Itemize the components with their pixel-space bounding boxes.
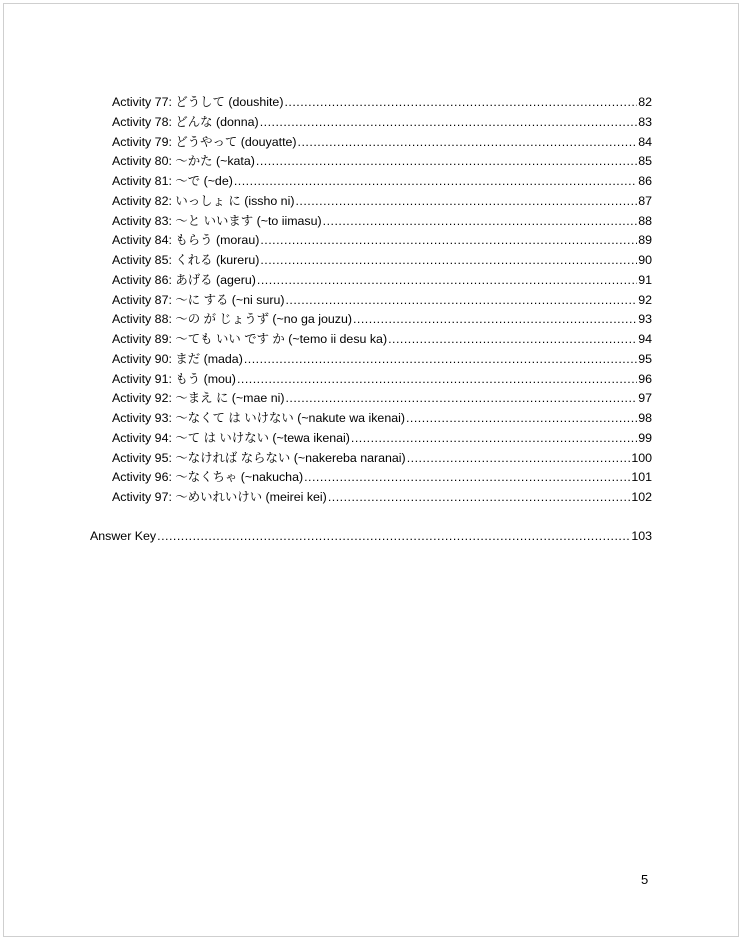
toc-entry-title: Activity 86: あげる (ageru) [112, 272, 256, 287]
dot-leader [353, 311, 637, 327]
toc-entry [112, 410, 652, 426]
toc-entry-title: Activity 97: ～めいれいけい (meirei kei) [112, 490, 327, 504]
toc-entry [112, 371, 652, 387]
dot-leader [351, 430, 637, 446]
dot-leader [244, 351, 637, 367]
toc-entry-answer-key [90, 528, 652, 544]
toc-entry-page: 94 [638, 332, 652, 346]
dot-leader [260, 114, 638, 130]
toc-entry [112, 232, 652, 248]
toc-entry [112, 390, 652, 406]
dot-leader [260, 232, 637, 248]
dot-leader [234, 173, 637, 189]
toc-entry-page: 95 [638, 351, 652, 366]
toc-entry-title: Activity 89: ～ても いい です か (~temo ii desu ka) [112, 332, 388, 346]
toc-entry-title: Activity 91: もう (mou) [112, 371, 236, 386]
dot-leader [298, 134, 638, 150]
toc-entry [112, 193, 652, 209]
toc-entry-title: Activity 90: まだ (mada) [112, 351, 243, 366]
toc-entry-title: Activity 79: どうやって (douyatte) [112, 134, 297, 149]
toc-entry [112, 450, 652, 466]
toc-entry [112, 311, 652, 327]
dot-leader [257, 272, 637, 288]
toc-entry-title: Activity 77: どうして (doushite) [112, 95, 284, 109]
dot-leader [157, 528, 630, 544]
dot-leader [328, 489, 631, 505]
dot-leader [295, 193, 637, 209]
toc-entry [112, 292, 652, 308]
toc-entry [112, 94, 652, 110]
toc-entry-title: Activity 84: もらう (morau) [112, 233, 260, 248]
toc-entry [112, 173, 652, 189]
toc-entry-title: Activity 82: いっしょ に (issho ni) [112, 193, 295, 208]
toc-entry-page: 91 [638, 272, 652, 287]
toc-entry-page: 93 [638, 312, 652, 327]
toc-entry [112, 489, 652, 505]
toc-entry-page: 101 [631, 470, 652, 485]
toc-entry-page: 90 [638, 253, 652, 267]
toc-entry-title: Activity 96: ～なくちゃ (~nakucha) [112, 470, 304, 485]
toc-entry-title: Activity 83: ～と いいます (~to iimasu) [112, 213, 322, 228]
dot-leader [260, 252, 637, 268]
toc-entry-page: 82 [638, 95, 652, 109]
toc-entry-title: Activity 81: ～で (~de) [112, 174, 233, 188]
toc-entry [112, 351, 652, 367]
dot-leader [304, 469, 630, 485]
toc-entry [112, 430, 652, 446]
toc-entry [112, 134, 652, 150]
toc-entry [112, 252, 652, 268]
dot-leader [285, 390, 637, 406]
dot-leader [388, 331, 637, 347]
dot-leader [285, 292, 637, 308]
dot-leader [284, 94, 637, 110]
toc-entry-page: 102 [631, 490, 652, 504]
toc-entry-page: 83 [638, 114, 652, 129]
toc-entry-page: 87 [638, 193, 652, 208]
toc-entry [112, 469, 652, 485]
toc-entry-title: Activity 94: ～て は いけない (~tewa ikenai) [112, 430, 350, 445]
toc-entry-title: Answer Key [90, 529, 157, 543]
toc-entry-page: 97 [638, 391, 652, 406]
toc-entry-title: Activity 95: ～なければ ならない (~nakereba naranai) [112, 450, 406, 465]
toc-entry-page: 100 [631, 450, 652, 465]
toc-entry-title: Activity 80: ～かた (~kata) [112, 154, 255, 169]
dot-leader [256, 153, 637, 169]
dot-leader [237, 371, 637, 387]
toc-entry-title: Activity 78: どんな (donna) [112, 114, 259, 129]
toc-entry [112, 272, 652, 288]
toc-entry [112, 331, 652, 347]
toc-entry-page: 96 [638, 371, 652, 386]
toc-entry [112, 114, 652, 130]
toc-entry-page: 89 [638, 233, 652, 248]
toc-entry-page: 86 [638, 174, 652, 188]
toc-entry-title: Activity 87: ～に する (~ni suru) [112, 292, 285, 307]
dot-leader [407, 450, 631, 466]
toc-entry-title: Activity 88: ～の が じょうず (~no ga jouzu) [112, 312, 352, 327]
toc-entry [112, 153, 652, 169]
page-number: 5 [641, 872, 649, 887]
toc-entry-page: 98 [638, 411, 652, 425]
toc-entry-page: 88 [638, 213, 652, 228]
dot-leader [323, 213, 638, 229]
dot-leader [406, 410, 637, 426]
toc-entry [112, 213, 652, 229]
toc-entry-page: 103 [631, 529, 652, 543]
toc-entry-page: 84 [638, 134, 652, 149]
toc-entry-title: Activity 93: ～なくて は いけない (~nakute wa ikenai) [112, 411, 405, 425]
toc-entry-page: 99 [638, 430, 652, 445]
toc-entry-title: Activity 92: ～まえ に (~mae ni) [112, 391, 285, 406]
toc-entry-page: 85 [638, 154, 652, 169]
toc-entry-title: Activity 85: くれる (kureru) [112, 253, 260, 267]
toc-entry-page: 92 [638, 292, 652, 307]
